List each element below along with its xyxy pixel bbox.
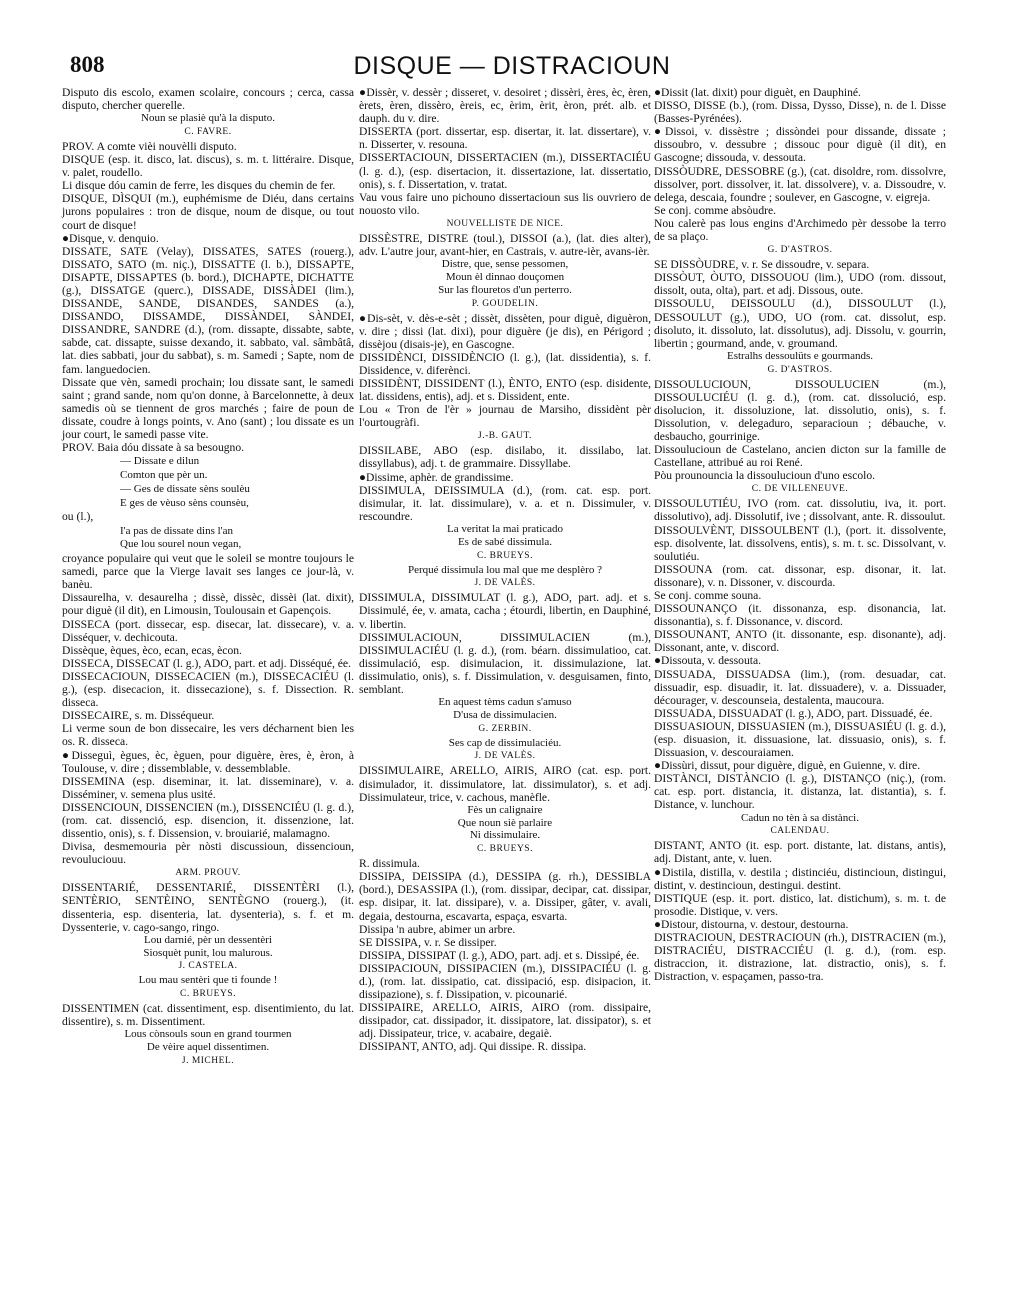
page-number: 808 [70, 52, 105, 77]
citation-author: J.-B. GAUT. [478, 431, 532, 442]
citation-author: J. MICHEL. [181, 1055, 235, 1066]
dictionary-entry: DISSOUNA (rom. cat. dissonar, esp. disonar, it. lat. dissonare), v. n. Dissoner, v. discourda. [654, 562, 946, 589]
citation-author: C. BRUEYS. [477, 550, 533, 561]
citation-line: D'usa de dissimulacien. [453, 708, 557, 721]
column-left [62, 86, 354, 1069]
dictionary-entry: Dissate que vèn, samedi prochain; lou dissate sant, le samedi saint ; grand sande, nom qu'on donne, à Barcelonnette, à deux samedis où se tiennent de gros marchés ; faire de poun de dissate, coudre à longs points, v. Ano (sant) ; lou dissate es un jour court, le samedi passe vite. [62, 375, 354, 442]
dictionary-entry: DISSOULUTIÉU, IVO (rom. cat. dissolutiu, iva, it. port. dissolutivo), adj. Dissolutif, ive ; dissolvant, ante. R. dissoulut. [654, 497, 946, 524]
dictionary-entry: DISSOULU, DEISSOULU (d.), DISSOULUT (l.), DESSOULUT (g.), UDO, UO (rom. cat. dissolut, esp. disoluto, it. dissoluto, lat. dissolutus), adj. Dissolu, v. gourrin, libertin ; gourmand, ande, v. groumand. [654, 297, 946, 350]
citation-line: Siosquèt punit, lou malurous. [143, 946, 273, 959]
dictionary-entry: DISQUE, DÌSQUI (m.), euphémisme de Diéu, dans certains jurons populaires : tron de disque, noum de disque, ou tout court de disque! [62, 192, 354, 232]
citation-line: Sur las flouretos d'un perterro. [438, 283, 572, 296]
dictionary-entry: DISSIDÈNT, DISSIDENT (l.), ÈNTO, ENTO (esp. disidente, lat. dissidens, entis), adj. et s. Dissident, ente. [359, 376, 651, 404]
dictionary-entry: ●Disseguì, ègues, èc, èguen, pour diguère, ères, è, èron, à Toulouse, v. dire ; dissemblable, v. dessemblable. [62, 748, 354, 775]
dictionary-entry: SE DISSIPA, v. r. Se dissiper. [359, 935, 497, 949]
citation-line: De vèire aquel dissentimen. [146, 1041, 270, 1054]
dictionary-entry: ●Dissime, aphèr. de grandissime. [359, 470, 514, 484]
column-right [654, 86, 946, 983]
dictionary-entry: DISSERTA (port. dissertar, esp. disertar, it. lat. dissertare), v. n. Disserter, v. resouna. [359, 125, 651, 152]
citation-line: Ni dissimulaire. [469, 829, 541, 842]
citation-author: J. DE VALÈS. [474, 578, 536, 589]
citation-line: Que noun siè parlaire [457, 816, 553, 829]
dictionary-entry: DISSECACIOUN, DISSECACIEN (m.), DISSECACIÉU (l. g.), (esp. disecacion, it. dissecazione), s. f. Dissection. R. disseca. [62, 669, 354, 710]
citation-line: Lou darnié, pèr un dessentèri [144, 933, 272, 946]
dictionary-entry: Se conj. comme absòudre. [654, 203, 777, 217]
citation-author: G. D'ASTROS. [767, 364, 833, 375]
citation-author: C. BRUEYS. [180, 989, 236, 1000]
dictionary-entry: DISSILABE, ABO (esp. disilabo, it. dissilabo, lat. dissyllabus), adj. t. de grammaire. Dissyllabe. [359, 444, 651, 471]
dictionary-entry: DISSIPANT, ANTO, adj. Qui dissipe. R. dissipa. [359, 1040, 587, 1054]
citation-author: G. ZERBIN. [478, 723, 532, 734]
dictionary-entry: PROV. Baia dóu dissate à sa besougno. [62, 441, 245, 455]
citation-line: Distre, que, sense pessomen, [441, 258, 569, 271]
dictionary-entry: ●Dissèr, v. dessèr ; disseret, v. desoiret ; dissèri, ères, èc, èren, èrets, èren, dissèro, èreis, ec, èrim, èrit, èron, prét. alb. et dauph. du v. dire. [359, 86, 651, 126]
column-middle [359, 86, 651, 1054]
dictionary-entry: ●Disque, v. denquio. [62, 231, 159, 245]
dictionary-entry: ●Dissùri, dissut, pour diguère, diguè, en Guienne, v. dire. [654, 759, 921, 773]
dictionary-entry: DISSIPAIRE, ARELLO, AIRIS, AIRO (rom. dissipaire, dissipador, cat. dissipador, it. dissipatore, lat. dissipator), s. et adj. Dissipateur, trice, v. acabaire, degaiè. [359, 1001, 651, 1041]
dictionary-entry: DISSÈSTRE, DISTRE (toul.), DISSOI (a.), (lat. dies alter), adv. L'autre jour, avant-hier, en Castrais, v. autre-ièr, avans-ièr. [359, 231, 651, 259]
citation-line: Es de sabé dissimula. [457, 535, 553, 548]
citation-author: J. CASTELA. [178, 961, 238, 972]
dictionary-entry: DISSATE, SATE (Velay), DISSATES, SATES (rouerg.), DISSATO, SATO (m. niç.), DISSATTE (l. b.), DISSAPTE, DISAPTE, DISSAPTES (b. bord.), DICHAPTE, DICHATTE (g.), DISSATGE (querc.), DISSADE, DISSÀDEI (lim.), DISSANDE, SANDE, DISANDES, SANDES (a.), DISSANDO, DISSAMDE, DISSÀNDEI, SÀNDEI, DISSANDRE, SANDRE (d.), (rom. dissapte, dissabte, sabte, sabde, cat. dissapte, suisse dexando, it. sabbato, val. sâmbâtâ, lat. dies sabbati, jour du sabbat), s. m. Samedi ; Sapte, nom de fam. languedocien. [62, 244, 354, 376]
verse-line: Comton que pèr un. [120, 469, 208, 482]
dictionary-entry: Lou « Tron de l'èr » journau de Marsiho, dissidènt pèr l'ourtougràfi. [359, 403, 651, 430]
citation-author: G. D'ASTROS. [767, 245, 833, 256]
dictionary-entry: DISSENTIMEN (cat. dissentiment, esp. disentimiento, du lat. dissentire), s. m. Dissentiment. [62, 1002, 354, 1029]
citation-author: C. FAVRE. [184, 126, 232, 137]
citation-author: C. DE VILLENEUVE. [751, 484, 849, 495]
citation-line: Noun se plasiè qu'à la disputo. [141, 112, 275, 125]
verse-line: E ges de vèuso sèns counsèu, [120, 496, 249, 509]
dictionary-entry: ●Dissouta, v. dessouta. [654, 654, 762, 668]
dictionary-entry: Disputo dis escolo, examen scolaire, concours ; cerca, cassa disputo, chercher querelle. [62, 86, 354, 113]
dictionary-entry: DISSECAIRE, s. m. Disséqueur. [62, 709, 215, 723]
citation-author: J. DE VALÈS. [474, 751, 536, 762]
dictionary-entry: DISSECA (port. dissecar, esp. disecar, lat. dissecare), v. a. Disséquer, v. dechicouta. [62, 617, 354, 644]
citation-author: P. GOUDELIN. [471, 298, 539, 309]
dictionary-entry: DISSIPA, DISSIPAT (l. g.), ADO, part. adj. et s. Dissipé, ée. [359, 948, 640, 962]
citation-author: ARM. PROUV. [175, 868, 241, 879]
citation-line: Ses cap de dissimulaciéu. [448, 736, 562, 749]
dictionary-entry: SE DISSÒUDRE, v. r. Se dissoudre, v. separa. [654, 258, 870, 272]
dictionary-entry: DISTANT, ANTO (it. esp. port. distante, lat. distans, antis), adj. Distant, ante, v. luen. [654, 839, 946, 866]
dictionary-entry: Divisa, desmemouria pèr nòsti discussioun, dissencioun, revouluciouu. [62, 840, 354, 867]
citation-line: Fès un calignaire [467, 803, 543, 816]
dictionary-entry: DISSO, DISSE (b.), (rom. Dissa, Dysso, Disse), n. de l. Disse (Basses-Pyrénées). [654, 99, 946, 126]
dictionary-entry: DISSIMULA, DISSIMULAT (l. g.), ADO, part. adj. et s. Dissimulé, ée, v. amata, cacha ; étourdi, libertin, en Dauphiné, v. libertin. [359, 591, 651, 631]
verse-line: — Dissate e dilun [120, 455, 200, 468]
dictionary-entry: DISSÒUT, ÒUTO, DISSOUOU (lim.), UDO (rom. dissout, dissolt, outa, olta), part. et adj. Dissous, oute. [654, 271, 946, 298]
dictionary-entry: ●Distour, distourna, v. destour, destourna. [654, 917, 849, 931]
dictionary-entry: Pòu prounouncia la dissoulucioun d'uno escolo. [654, 469, 876, 483]
dictionary-entry: DISTÀNCI, DISTÀNCIO (l. g.), DISTANÇO (niç.), (rom. cat. esp. port. distancia, it. distanza, lat. distantia), s. f. Distance, v. lunchour. [654, 772, 946, 812]
citation-author: NOUVELLISTE DE NICE. [446, 218, 564, 229]
dictionary-entry: Vau vous faire uno pichouno dissertacioun sus lis ouvriero de nouosto vilo. [359, 190, 651, 217]
dictionary-entry: Dissipa 'n aubre, abimer un arbre. [359, 922, 516, 936]
dictionary-entry: ●Dissoi, v. dissèstre ; dissòndei pour dissande, dissate ; dissoubro, v. dessubre ; dissouc pour diguè (il dit), en Gascogne; dissouda, v. dessouta. [654, 125, 946, 165]
dictionary-entry: DISSIMULACIOUN, DISSIMULACIEN (m.), DISSIMULACIÉU (l. g. d.), (rom. béarn. dissimulatioo, cat. dissimulació, esp. disimulacion, it. dissimulazione, lat. dissimulatio, onis), s. f. Dissimulation, v. desguisamen, finto, semblant. [359, 630, 651, 696]
citation-line: Lous cònsouls soun en grand tourmen [124, 1028, 292, 1041]
dictionary-entry: DISTIQUE (esp. it. port. distico, lat. distichum), s. m. t. de prosodie. Distique, v. vers. [654, 891, 946, 918]
dictionary-entry: DISSIPACIOUN, DISSIPACIEN (m.), DISSIPACIÉU (l. g. d.), (rom. lat. dissipatio, cat. dissipació, esp. disipacion, it. dissipazione), s. f. Dissipation, v. picounarié. [359, 961, 651, 1002]
dictionary-entry: DISTRACIOUN, DESTRACIOUN (rh.), DISTRACIEN (m.), DISTRACIÉU, DISTRACCIÉU (l. g. d.), (rom. esp. distraccion, it. distrazione, lat. distractio, onis), s. f. Distraction, v. espaçamen, passo-tra. [654, 931, 946, 984]
dictionary-entry: Se conj. comme souna. [654, 588, 762, 602]
dictionary-entry: R. dissimula. [359, 857, 420, 871]
dictionary-entry: DISSUADA, DISSUADAT (l. g.), ADO, part. Dissuadé, ée. [654, 706, 933, 720]
dictionary-entry: DISSOULUCIOUN, DISSOULUCIEN (m.), DISSOULUCIÉU (l. g. d.), (rom. cat. dissolució, esp. disolucion, it. dissoluzione, lat. dissolutio, onis), s. f. Dissolution, v. delegaduro, separacioun ; débauche, v. desbaucho, gourrinige. [654, 377, 946, 443]
dictionary-entry: DISSEMINA (esp. diseminar, it. lat. disseminare), v. a. Disséminer, v. semena plus usité. [62, 774, 354, 801]
dictionary-entry: DISSENTARIÉ, DESSENTARIÉ, DISSENTÈRI (l.), SENTÈRIO, SENTÈINO, SENTÈGNO (rouerg.), (it. dissenteria, esp. disenteria, lat. dysenteria), s. f. et m. Dyssenterie, v. cago-sango, ringo. [62, 881, 354, 934]
dictionary-entry: DISSÒUDRE, DESSOBRE (g.), (cat. disoldre, rom. dissolvre, dissolver, port. dissolver, it. lat. dissolvere), v. a. Dissoudre, v. delega, descaia, foundre ; soulever, en Gascogne, v. eigreja. [654, 164, 946, 204]
dictionary-entry: ●Distila, distilla, v. destila ; distinciéu, distincioun, distingui, distint, v. destincioun, destingui. destint. [654, 865, 946, 892]
dictionary-entry: DISSECA, DISSECAT (l. g.), ADO, part. et adj. Disséqué, ée. [62, 656, 351, 670]
dictionary-entry: DISSERTACIOUN, DISSERTACIEN (m.), DISSERTACIÉU (l. g. d.), (esp. disertacion, it. dissertazione, lat. dissertatio, onis), s. f. Dissertation, v. tratat. [359, 151, 651, 191]
verse-line: Que lou sourel noun vegan, [120, 538, 242, 551]
dictionary-entry: Dissaurelha, v. desaurelha ; dissè, dissèc, dissèi (lat. dixit), pour diguè (il dit), en Limousin, Toulousain et Gapençois. [62, 591, 354, 618]
dictionary-entry: DISSOUNANÇO (it. dissonanza, esp. disonancia, lat. dissonantia), s. f. Dissonance, v. discord. [654, 602, 946, 629]
dictionary-entry: DISSIDÈNCI, DISSIDÈNCIO (l. g.), (lat. dissidentia), s. f. Dissidence, v. diferènci. [359, 350, 651, 377]
dictionary-entry: DISSUASIOUN, DISSUASIEN (m.), DISSUASIÉU (l. g. d.), (esp. disuasion, it. dissuasione, lat. dissuasio, onis), s. f. Dissuasion, v. descouraiamen. [654, 719, 946, 760]
dictionary-entry: Dissoulucioun de Castelano, ancien dicton sur la famille de Castellane, attribué au roi René. [654, 443, 946, 470]
dictionary-entry: DISSENCIOUN, DISSENCIEN (m.), DISSENCIÉU (l. g. d.), (rom. cat. dissenció, esp. disencion, it. dissenzione, lat. dissentio, onis), s. f. Dissension, v. brouiarié, malamagno. [62, 800, 354, 841]
citation-line: La veritat la mai praticado [446, 522, 564, 535]
verse-line: — Ges de dissate sèns soulèu [120, 482, 250, 495]
dictionary-entry: Dissèque, èques, èco, ecan, ecas, ècon. [62, 643, 242, 657]
dictionary-entry: ●Dissit (lat. dixit) pour diguèt, en Dauphiné. [654, 86, 861, 99]
citation-line: Lou mau sentèri que ti founde ! [138, 974, 278, 987]
dictionary-entry: PROV. A comte vièi nouvèlli disputo. [62, 139, 237, 153]
dictionary-entry: DISSIPA, DEISSIPA (d.), DESSIPA (g. rh.), DESSIBLA (bord.), DESASSIPA (l.), (rom. dissipar, decipar, cat. dissipar, esp. disipar, it. lat. dissipare), v. a. Dissiper, gâter, v. avali, degaia, destourna, escavarta, espaça, esvarta. [359, 870, 651, 923]
dictionary-entry: DISSOULVÈNT, DISSOULBENT (l.), (port. it. dissolvente, esp. disolvente, lat. dissolvens, entis), s. m. t. sc. Dissolvant, v. soulutiéu. [654, 523, 946, 563]
dictionary-entry: Li disque dóu camin de ferre, les disques du chemin de fer. [62, 179, 336, 193]
citation-line: Estralhs dessoulüts e gourmands. [726, 349, 874, 362]
dictionary-entry: DISSIMULAIRE, ARELLO, AIRIS, AIRO (cat. esp. port. disimulador, it. dissimulatore, lat. dissimulator), s. et adj. Dissimulateur, trice, v. cachous, manèfle. [359, 764, 651, 804]
dictionary-entry: ●Dis-sèt, v. dès-e-sèt ; dissèt, dissèten, pour diguè, diguèron, v. dire ; dissi (lat. dixi), pour diguère (je dis), en Périgord ; dissèjou (disais-je), en Gascogne. [359, 311, 651, 351]
citation-line: Cadun no tèn à sa distànci. [741, 811, 859, 824]
citation-author: CALENDAU. [770, 826, 830, 837]
citation-line: Moun èl dinnao douçomen [445, 270, 565, 283]
dictionary-entry: DISSUADA, DISSUADSA (lim.), (rom. desuadar, cat. dissuadir, esp. disuadir, it. lat. dissuadere), v. a. Dissuader, décourager, v. descounseia, destalenta, maucoura. [654, 667, 946, 707]
dictionary-entry: Nou calerè pas lous engins d'Archimedo pèr dessobe la terro de sa plaço. [654, 216, 946, 244]
dictionary-entry: DISSOUNANT, ANTO (it. dissonante, esp. disonante), adj. Dissonant, ante, v. discord. [654, 628, 946, 655]
dictionary-entry: Li verme soun de bon dissecaire, les vers décharnent bien les os. R. disseca. [62, 722, 354, 749]
verse-line: I'a pas de dissate dins l'an [120, 524, 234, 537]
running-head: DISQUE — DISTRACIOUN [353, 52, 671, 80]
dictionary-entry: DISQUE (esp. it. disco, lat. discus), s. m. t. littéraire. Disque, v. palet, roudello. [62, 153, 354, 180]
dictionary-entry: DISSIMULA, DEISSIMULA (d.), (rom. cat. esp. port. disimular, it. lat. dissimulare), v. a. et n. Dissimuler, v. rescoundre. [359, 483, 651, 523]
citation-line: En aquest tèms cadun s'amuso [438, 696, 572, 709]
dictionary-entry: croyance populaire qui veut que le soleil se montre toujours le samedi, parce que la Vierge lavait ses langes ce jour-là, v. banèu. [62, 552, 354, 592]
citation-author: C. BRUEYS. [477, 844, 533, 855]
citation-line: Perqué dissimula lou mal que me desplèro ? [408, 563, 602, 576]
dictionary-entry: ou (l.), [62, 510, 94, 524]
